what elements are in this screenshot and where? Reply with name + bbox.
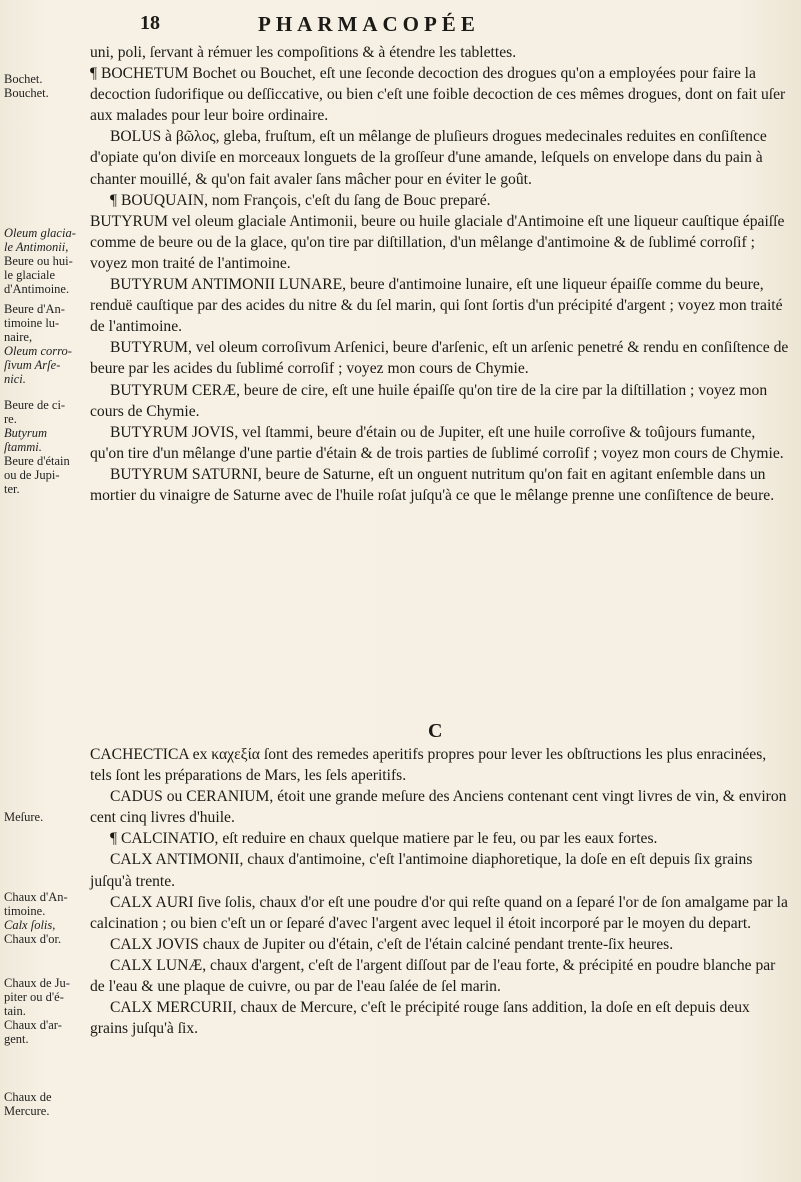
paragraph: CALX JOVIS chaux de Jupiter ou d'étain, c'eſt de l'étain calciné pendant trente-ſix heures.	[110, 935, 674, 953]
margin-note: Chaux de Ju-	[4, 976, 70, 990]
paragraph: BUTYRUM JOVIS, vel ſtammi, beure d'étain ou de Jupiter, eſt une huile corroſive & toûjours fumante, qu'on tire d'un mêlange d'une partie d'étain & de trois parties de ſublimé corroſif ; voyez mon cours de Chymie.	[90, 423, 784, 462]
paragraph: CALX MERCURII, chaux de Mercure, c'eſt le précipité rouge ſans addition, la doſe en eſt depuis deux grains juſqu'à ſix.	[90, 999, 750, 1038]
paragraph: CADUS ou CERANIUM, étoit une grande meſure des Anciens contenant cent vingt livres de vin, & environ cent cinq livres d'huile.	[90, 788, 787, 827]
margin-note: Beure d'An-	[4, 302, 65, 316]
paragraph: CALX LUNÆ, chaux d'argent, c'eſt de l'argent diſſout par de l'eau forte, & précipité en poudre blanche par de l'eau & une plaque de cuivre, ou par de l'eau ſalée de ſel marin.	[90, 956, 776, 996]
paragraph: BUTYRUM vel oleum glaciale Antimonii, beure ou huile glaciale d'Antimoine eſt une liqueur cauſtique épaiſſe comme de beure ou de la glace, qu'on tire par diſtillation, d'un mêlange d'antimoine & de ſublimé corroſif ; voyez mon traité de l'antimoine.	[90, 212, 785, 272]
page-number: 18	[140, 12, 160, 34]
margin-note-mesure	[4, 810, 88, 824]
margin-note: Chaux de	[4, 1090, 52, 1104]
margin-note: ter.	[4, 482, 20, 496]
running-head: PHARMACOPÉE	[258, 12, 480, 36]
margin-note: Bochet.	[4, 72, 43, 86]
margin-note: Mercure.	[4, 1104, 50, 1118]
margin-note: ſivum Arſe-	[4, 358, 61, 372]
margin-note: Beure ou hui-	[4, 254, 73, 268]
margin-note: tain.	[4, 1004, 26, 1018]
paragraph: CACHECTICA ex καχεξία ſont des remedes aperitifs propres pour lever les obſtructions les plus enracinées, tels ſont les préparations de Mars, les ſels aperitifs.	[90, 746, 767, 785]
margin-note-butyrum-cerae	[4, 398, 88, 496]
margin-note: le glaciale	[4, 268, 56, 282]
paragraph: BUTYRUM ANTIMONII LUNARE, beure d'antimoine lunaire, eſt une liqueur épaiſſe comme du beure, renduë cauſtique par des acides du nitre & du ſel marin, qui ſont ſortis d'un précipité d'argent ; voyez mon traité de l'antimoine.	[90, 276, 783, 336]
paragraph: uni, poli, ſervant à rémuer les compoſitions & à étendre les tablettes.	[90, 44, 517, 61]
margin-note-butyrum-lunare	[4, 302, 88, 386]
margin-note: Bouchet.	[4, 86, 49, 100]
margin-note: timoine.	[4, 904, 46, 918]
paragraph: ¶ CALCINATIO, eſt reduire en chaux quelque matiere par le feu, ou par les eaux fortes.	[110, 830, 658, 848]
margin-note: Chaux d'ar-	[4, 1018, 62, 1032]
paragraph: ¶ BOCHETUM Bochet ou Bouchet, eſt une ſeconde decoction des drogues qu'on a employées pour faire la decoction ſudorifique ou deſſiccative, ou bien c'eſt une foible decoction de ces mêmes drogues, dont on fait uſer aux malades pour leur boire ordinaire.	[90, 65, 786, 125]
main-text-c	[90, 744, 790, 1039]
margin-note: d'Antimoine.	[4, 282, 70, 296]
paragraph: BOLUS à βῶλος, gleba, fruſtum, eſt un mêlange de pluſieurs drogues medecinales reduites en conſiſtence d'opiate qu'on diviſe en morceaux longuets de la groſſeur d'une amande, leſquels on envelope dans du pain à chanter mouillé, & qu'on fait avaler ſans mâcher pour en éviter le goût.	[90, 128, 767, 188]
paragraph: BUTYRUM, vel oleum corroſivum Arſenici, beure d'arſenic, eſt un arſenic penetré & rendu en conſiſtence de beure par les acides du ſublimé corroſif ; voyez mon cours de Chymie.	[90, 339, 789, 378]
margin-note: re.	[4, 412, 17, 426]
margin-note: Chaux d'or.	[4, 932, 62, 946]
margin-note: Oleum corro-	[4, 344, 72, 358]
margin-note: Beure d'étain	[4, 454, 70, 468]
paragraph: ¶ BOUQUAIN, nom François, c'eſt du ſang de Bouc preparé.	[110, 191, 491, 209]
margin-note-butyrum-glaciale	[4, 226, 88, 296]
margin-note: ſtammi.	[4, 440, 42, 454]
margin-note-calx-antimonii	[4, 890, 88, 946]
margin-note: ou de Jupi-	[4, 468, 60, 482]
paragraph: BUTYRUM CERÆ, beure de cire, eſt une huile épaiſſe qu'on tire de la cire par la diſtillation ; voyez mon cours de Chymie.	[90, 381, 768, 420]
margin-note: Chaux d'An-	[4, 890, 68, 904]
margin-note-calx-mercurii	[4, 1090, 88, 1118]
paragraph: CALX ANTIMONII, chaux d'antimoine, c'eſt l'antimoine diaphoretique, la doſe en eſt depuis ſix grains juſqu'à trente.	[90, 851, 753, 890]
margin-note: naire,	[4, 330, 33, 344]
section-letter: C	[428, 720, 443, 742]
margin-note: le Antimonii,	[4, 240, 69, 254]
margin-note: nici.	[4, 372, 26, 386]
margin-note: Meſure.	[4, 810, 44, 824]
main-text-b	[90, 42, 790, 506]
margin-note: piter ou d'é-	[4, 990, 64, 1004]
margin-note-bochet	[4, 72, 88, 100]
paragraph: BUTYRUM SATURNI, beure de Saturne, eſt un onguent nutritum qu'on fait en agitant enſemble dans un mortier du vinaigre de Saturne avec de l'huile roſat juſqu'à ce que le mêlange prenne une conſiſtence de beure.	[90, 465, 775, 504]
margin-note: gent.	[4, 1032, 29, 1046]
paragraph: CALX AURI ſive ſolis, chaux d'or eſt une poudre d'or qui reſte quand on a ſeparé l'or de ſon amalgame par la calcination ; ou bien c'eſt un or ſeparé d'avec l'argent avec lequel il étoit incorporé par le moyen du depart.	[90, 893, 788, 932]
page-header	[0, 10, 801, 40]
margin-note: Calx ſolis,	[4, 918, 56, 932]
margin-note: Beure de ci-	[4, 398, 66, 412]
margin-note: Oleum glacia-	[4, 226, 76, 240]
margin-note: Butyrum	[4, 426, 48, 440]
margin-note: timoine lu-	[4, 316, 60, 330]
margin-note-calx-jovis	[4, 976, 88, 1046]
